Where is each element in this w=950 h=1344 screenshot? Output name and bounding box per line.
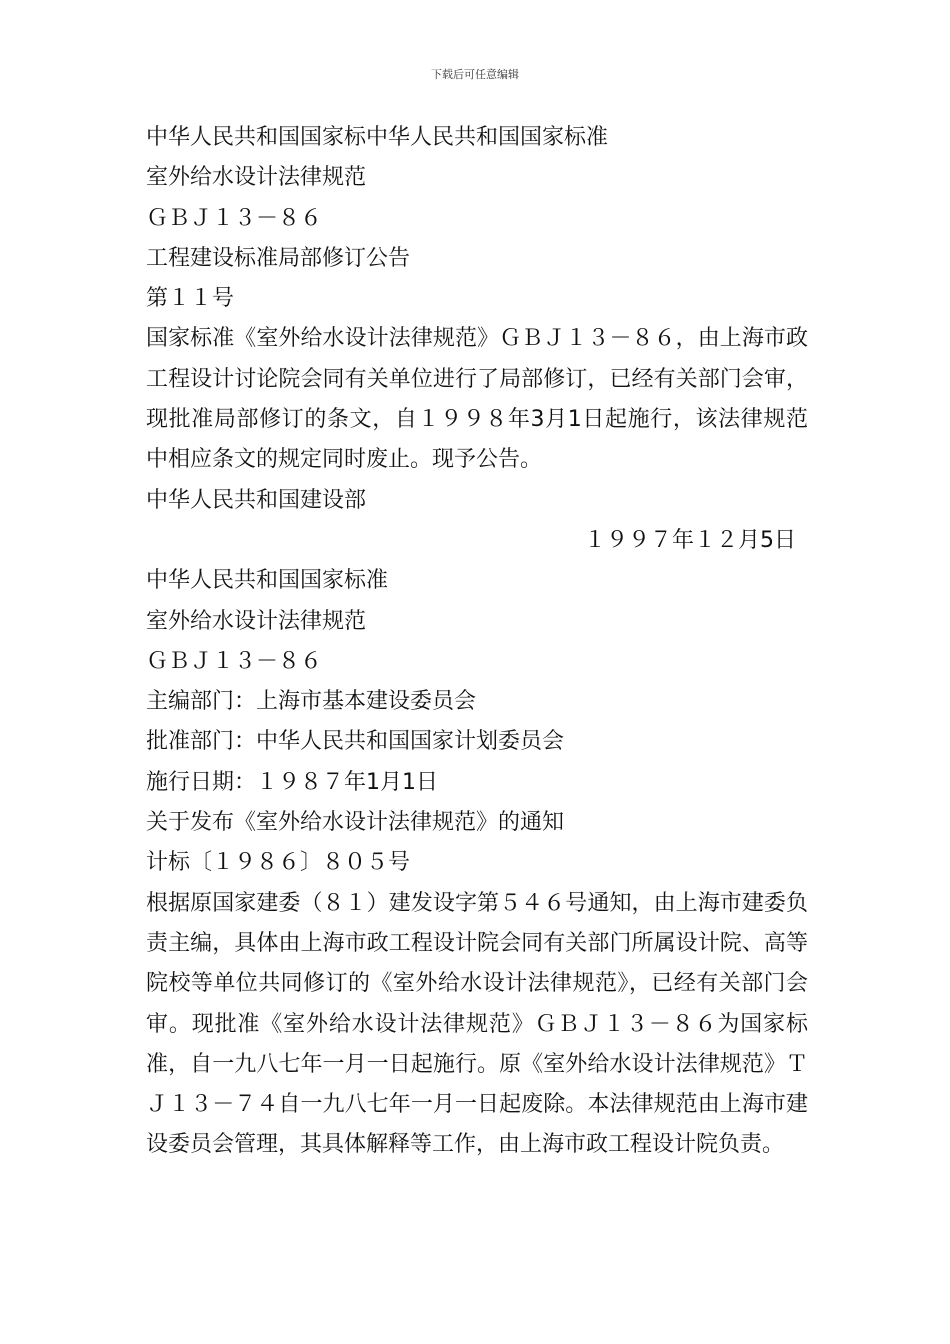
announcement-date: １９９７年１２月5日 [584, 527, 796, 553]
standard-name: 室外给水设计法律规范 [146, 165, 367, 191]
announcement-title: 工程建设标准局部修订公告 [146, 245, 411, 271]
announcement-number: 第１１号 [146, 286, 235, 312]
standard-name-2: 室外给水设计法律规范 [146, 608, 367, 634]
effective-date: 施行日期：１９８７年1月1日 [146, 769, 438, 795]
document-body [146, 118, 808, 1166]
approval-department: 批准部门：中华人民共和国国家计划委员会 [146, 729, 565, 755]
notice-paragraph: 根据原国家建委（８１）建发设字第５４６号通知，由上海市建委负责主编，具体由上海市政工程设计院会同有关部门所属设计院、高等院校等单位共同修订的《室外给水设计法律规范》，已经有关部门会审。现批准《室外给水设计法律规范》ＧＢＪ１３－８６为国家标准，自一九八七年一月一日起施行。原《室外给水设计法律规范》ＴＪ１３－７４自一九八七年一月一日起废除。本法律规范由上海市建设委员会管理，其具体解释等工作，由上海市政工程设计院负责。 [146, 890, 808, 1158]
standard-code: ＧＢＪ１３－８６ [146, 205, 323, 231]
page-header-note: 下载后可任意编辑 [431, 68, 519, 81]
chief-editor-department: 主编部门：上海市基本建设委员会 [146, 689, 477, 715]
national-standard-heading: 中华人民共和国国家标准 [146, 568, 389, 594]
issuing-ministry: 中华人民共和国建设部 [146, 487, 367, 513]
standard-code-2: ＧＢＪ１３－８６ [146, 648, 323, 674]
standard-title-line: 中华人民共和国国家标中华人民共和国国家标准 [146, 125, 609, 150]
notice-number: 计标〔１９８６〕８０５号 [146, 850, 411, 876]
announcement-paragraph: 国家标准《室外给水设计法律规范》ＧＢＪ１３－８６，由上海市政工程设计讨论院会同有关单位进行了局部修订，已经有关部门会审，现批准局部修订的条文，自１９９８年3月1日起施行，该法律规范中相应条文的规定同时废止。现予公告。 [146, 326, 808, 473]
notice-title: 关于发布《室外给水设计法律规范》的通知 [146, 810, 565, 836]
